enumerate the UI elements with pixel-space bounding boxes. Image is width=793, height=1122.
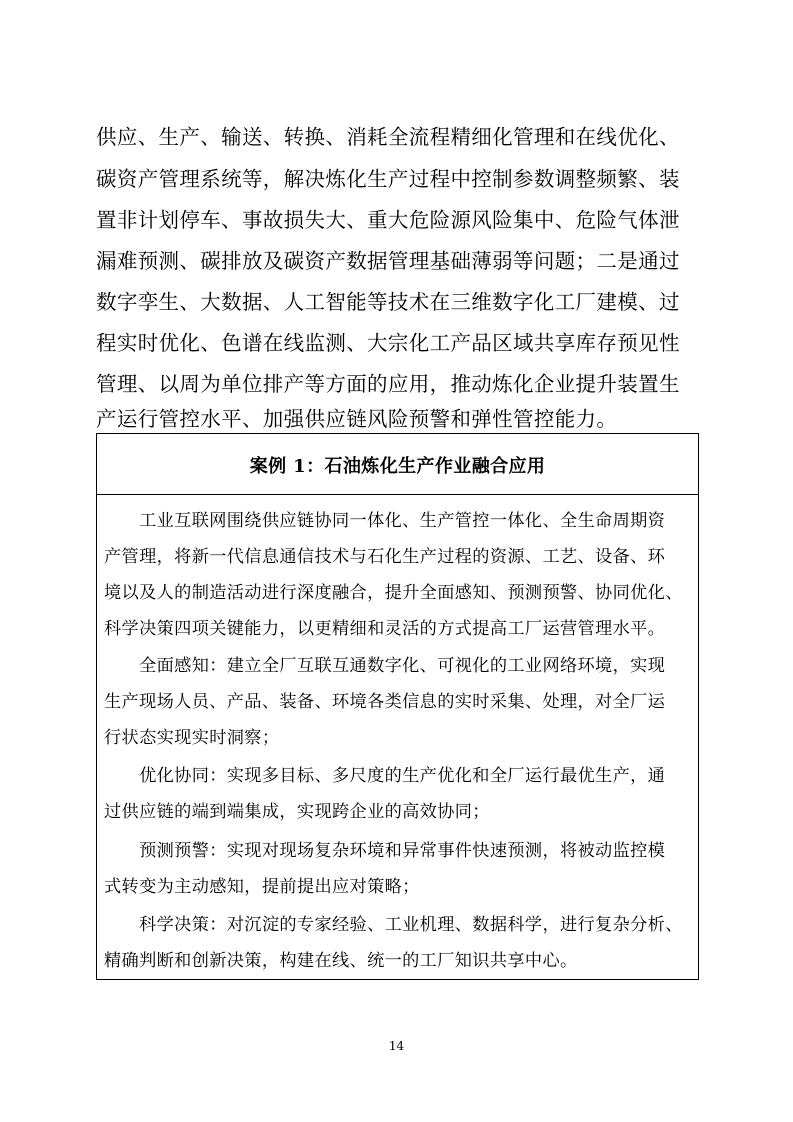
intro-line: 漏难预测、碳排放及碳资产数据管理基础薄弱等问题；二是通过 xyxy=(96,249,680,273)
intro-line: 碳资产管理系统等，解决炼化生产过程中控制参数调整频繁、装 xyxy=(96,167,680,191)
case-line: 过供应链的端到端集成，实现跨企业的高效协同； xyxy=(104,802,490,822)
page-number: 14 xyxy=(388,1039,405,1053)
intro-line: 管理、以周为单位排产等方面的应用，推动炼化企业提升装置生 xyxy=(96,372,680,396)
case-box-title: 案例 1：石油炼化生产作业融合应用 xyxy=(249,456,546,477)
intro-line: 程实时优化、色谱在线监测、大宗化工产品区域共享库存预见性 xyxy=(96,331,680,355)
case-line: 工业互联网围绕供应链协同一体化、生产管控一体化、全生命周期资 xyxy=(104,511,666,531)
case-line: 生产现场人员、产品、装备、环境各类信息的实时采集、处理，对全厂运 xyxy=(104,692,666,712)
case-line: 式转变为主动感知，提前提出应对策略； xyxy=(104,877,420,897)
case-line: 精确判断和创新决策，构建在线、统一的工厂知识共享中心。 xyxy=(104,951,578,971)
intro-line: 数字孪生、大数据、人工智能等技术在三维数字化工厂建模、过 xyxy=(96,290,680,314)
intro-line: 置非计划停车、事故损失大、重大危险源风险集中、危险气体泄 xyxy=(96,208,680,232)
case-line: 行状态实现实时洞察； xyxy=(104,728,280,748)
case-line: 预测预警：实现对现场复杂环境和异常事件快速预测，将被动监控模 xyxy=(104,841,666,861)
case-line: 产管理，将新一代信息通信技术与石化生产过程的资源、工艺、设备、环 xyxy=(104,547,666,567)
case-line: 科学决策四项关键能力，以更精细和灵活的方式提高工厂运营管理水平。 xyxy=(104,619,666,639)
case-line: 境以及人的制造活动进行深度融合，提升全面感知、预测预警、协同优化、 xyxy=(104,583,683,603)
case-box-divider xyxy=(96,494,699,495)
case-line: 优化协同：实现多目标、多尺度的生产优化和全厂运行最优生产，通 xyxy=(104,766,666,786)
intro-line: 产运行管控水平、加强供应链风险预警和弹性管控能力。 xyxy=(96,407,618,431)
intro-line: 供应、生产、输送、转换、消耗全流程精细化管理和在线优化、 xyxy=(96,125,680,149)
case-line: 科学决策：对沉淀的专家经验、工业机理、数据科学，进行复杂分析、 xyxy=(104,915,683,935)
case-line: 全面感知：建立全厂互联互通数字化、可视化的工业网络环境，实现 xyxy=(104,656,666,676)
